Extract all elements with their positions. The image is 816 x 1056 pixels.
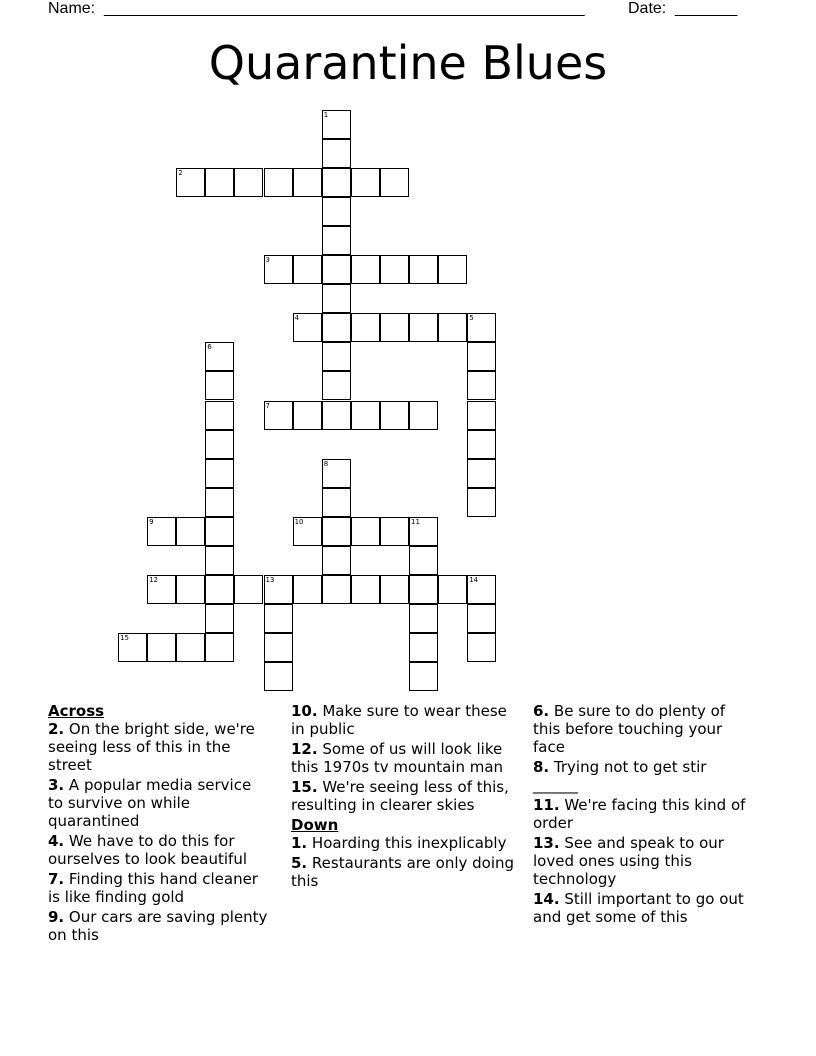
clue-item — [48, 908, 270, 944]
crossword-cell[interactable] — [205, 517, 234, 546]
clue-text: On the bright side, we're seeing less of this in the street — [48, 720, 255, 774]
clue-text: We have to do this for ourselves to look beautiful — [48, 832, 248, 868]
crossword-cell[interactable] — [467, 604, 496, 633]
crossword-cell[interactable] — [409, 662, 438, 691]
clue-number-label: 6. — [533, 702, 550, 720]
clue-item — [48, 720, 270, 774]
crossword-cell[interactable] — [467, 313, 496, 342]
clue-number: 3 — [265, 256, 270, 264]
across-heading: Across — [48, 702, 105, 720]
clue-text: Be sure to do plenty of this before touching your face — [533, 702, 726, 756]
crossword-cell[interactable] — [322, 226, 351, 255]
crossword-cell[interactable] — [264, 168, 293, 197]
clue-text: We're seeing less of this, resulting in clearer skies — [291, 778, 509, 814]
crossword-cell[interactable] — [322, 255, 351, 284]
crossword-cell[interactable] — [205, 546, 234, 575]
clue-item — [533, 834, 753, 888]
crossword-cell[interactable] — [293, 401, 322, 430]
across-clue-list-continued — [291, 702, 519, 814]
clue-number: 2 — [178, 168, 183, 177]
crossword-cell[interactable] — [380, 401, 409, 430]
crossword-cell[interactable] — [409, 633, 438, 662]
crossword-cell[interactable] — [380, 313, 409, 342]
clue-text: See and speak to our loved ones using this technology — [533, 834, 724, 888]
crossword-cell[interactable] — [293, 313, 322, 342]
crossword-cell[interactable] — [205, 371, 234, 400]
crossword-cell[interactable] — [234, 168, 263, 197]
clues-column-2 — [291, 702, 519, 892]
crossword-cell[interactable] — [176, 168, 205, 197]
crossword-cell[interactable] — [380, 255, 409, 284]
crossword-cell[interactable] — [205, 459, 234, 488]
crossword-cell[interactable] — [322, 459, 351, 488]
crossword-cell[interactable] — [351, 401, 380, 430]
crossword-cell[interactable] — [409, 604, 438, 633]
clue-text: Trying not to get stir ______ — [533, 758, 707, 794]
clue-item — [533, 758, 753, 794]
crossword-cell[interactable] — [380, 575, 409, 604]
clue-item — [291, 834, 519, 852]
crossword-cell[interactable] — [467, 633, 496, 662]
crossword-cell[interactable] — [293, 168, 322, 197]
clue-item — [48, 832, 270, 868]
clue-number: 10 — [294, 517, 304, 526]
crossword-cell[interactable] — [264, 604, 293, 633]
crossword-cell[interactable] — [322, 313, 351, 342]
crossword-cell[interactable] — [322, 575, 351, 604]
clue-number: 1 — [323, 110, 329, 119]
clue-text: We're facing this kind of order — [533, 796, 746, 832]
crossword-cell[interactable] — [205, 604, 234, 633]
crossword-cell[interactable] — [205, 633, 234, 662]
crossword-cell[interactable] — [409, 575, 438, 604]
clue-item — [533, 702, 753, 756]
across-clue-list — [48, 720, 270, 944]
clue-text: Our cars are saving plenty on this — [48, 908, 268, 944]
clue-number: 6 — [207, 343, 212, 352]
crossword-cell[interactable] — [409, 255, 438, 284]
crossword-cell[interactable] — [467, 488, 496, 517]
clue-item — [291, 778, 519, 814]
crossword-cell[interactable] — [438, 313, 467, 342]
clue-text: Some of us will look like this 1970s tv mountain man — [291, 740, 504, 776]
clue-number-label: 4. — [48, 832, 65, 850]
clue-number: 11 — [411, 517, 420, 526]
crossword-cell[interactable] — [322, 488, 351, 517]
crossword-cell[interactable] — [205, 488, 234, 517]
crossword-cell[interactable] — [205, 401, 234, 430]
clue-number-label: 9. — [48, 908, 65, 926]
crossword-cell[interactable] — [467, 371, 496, 400]
crossword-cell[interactable] — [467, 459, 496, 488]
crossword-cell[interactable] — [205, 168, 234, 197]
crossword-cell[interactable] — [351, 575, 380, 604]
crossword-cell[interactable] — [409, 313, 438, 342]
clue-text: Hoarding this inexplicably — [307, 834, 507, 852]
clue-number-label: 3. — [48, 776, 65, 794]
crossword-cell[interactable] — [438, 575, 467, 604]
clue-number-label: 1. — [291, 834, 308, 852]
crossword-cell[interactable] — [147, 633, 176, 662]
crossword-cell[interactable] — [351, 168, 380, 197]
page-title: Quarantine Blues — [208, 36, 608, 90]
crossword-cell[interactable] — [409, 517, 438, 546]
clue-number-label: 10. — [291, 702, 318, 720]
clue-number-label: 14. — [533, 890, 560, 908]
clue-number-label: 7. — [48, 870, 65, 888]
crossword-cell[interactable] — [322, 110, 351, 139]
clues-column-3 — [533, 702, 753, 928]
crossword-cell[interactable] — [322, 342, 351, 371]
crossword-cell[interactable] — [322, 401, 351, 430]
clue-text: Make sure to wear these in public — [291, 702, 507, 738]
clue-item — [48, 870, 270, 906]
clue-number: 15 — [120, 634, 129, 643]
crossword-cell[interactable] — [118, 633, 147, 662]
crossword-cell[interactable] — [322, 139, 351, 168]
crossword-cell[interactable] — [293, 517, 322, 546]
clue-number-label: 12. — [291, 740, 318, 758]
crossword-cell[interactable] — [264, 662, 293, 691]
name-field-line[interactable]: ______________________________________________________ — [104, 0, 585, 17]
crossword-cell[interactable] — [351, 517, 380, 546]
clue-number: 5 — [469, 314, 474, 323]
down-clue-list — [291, 834, 519, 890]
clue-number: 12 — [149, 576, 159, 585]
crossword-cell[interactable] — [147, 517, 176, 546]
down-heading: Down — [291, 816, 339, 834]
crossword-cell[interactable] — [264, 401, 293, 430]
crossword-cell[interactable] — [176, 517, 205, 546]
clue-number: 7 — [265, 401, 270, 410]
clue-item — [533, 890, 753, 926]
crossword-cell[interactable] — [322, 517, 351, 546]
crossword-cell[interactable] — [264, 575, 293, 604]
clue-number-label: 5. — [291, 854, 308, 872]
clue-text: Finding this hand cleaner is like finding gold — [48, 870, 258, 906]
crossword-cell[interactable] — [322, 168, 351, 197]
clue-number: 8 — [323, 459, 329, 468]
crossword-cell[interactable] — [264, 255, 293, 284]
crossword-cell[interactable] — [380, 168, 409, 197]
crossword-cell[interactable] — [322, 371, 351, 400]
crossword-cell[interactable] — [438, 255, 467, 284]
clue-item — [291, 854, 519, 890]
crossword-cell[interactable] — [322, 284, 351, 313]
crossword-cell[interactable] — [467, 430, 496, 459]
clue-item — [291, 740, 519, 776]
crossword-cell[interactable] — [176, 575, 205, 604]
crossword-cell[interactable] — [322, 197, 351, 226]
clue-item — [533, 796, 753, 832]
crossword-cell[interactable] — [293, 575, 322, 604]
date-label: Date: — [628, 0, 667, 17]
crossword-cell[interactable] — [205, 575, 234, 604]
crossword-cell[interactable] — [467, 575, 496, 604]
clue-number-label: 13. — [533, 834, 560, 852]
down-clue-list-continued — [533, 702, 753, 926]
clue-number-label: 2. — [48, 720, 65, 738]
crossword-cell[interactable] — [176, 633, 205, 662]
crossword-cell[interactable] — [467, 401, 496, 430]
crossword-cell[interactable] — [293, 255, 322, 284]
clue-number: 9 — [149, 517, 154, 526]
clue-number-label: 8. — [533, 758, 550, 776]
clue-item — [291, 702, 519, 738]
clues-column-1 — [48, 702, 270, 946]
crossword-cell[interactable] — [147, 575, 176, 604]
clue-text: Still important to go out and get some of this — [533, 890, 744, 926]
clue-number-label: 15. — [291, 778, 318, 796]
clue-number: 14 — [469, 576, 479, 585]
name-label: Name: — [48, 0, 96, 17]
date-field-line[interactable]: _______ — [675, 0, 738, 17]
clue-number-label: 11. — [533, 796, 560, 814]
clue-text: A popular media service to survive on while quarantined — [48, 776, 252, 830]
crossword-cell[interactable] — [205, 430, 234, 459]
crossword-cell[interactable] — [351, 313, 380, 342]
crossword-cell[interactable] — [467, 342, 496, 371]
crossword-cell[interactable] — [205, 342, 234, 371]
clue-item — [48, 776, 270, 830]
crossword-cell[interactable] — [234, 575, 263, 604]
crossword-cell[interactable] — [409, 401, 438, 430]
crossword-cell[interactable] — [351, 255, 380, 284]
clue-number: 13 — [265, 576, 275, 585]
crossword-cell[interactable] — [380, 517, 409, 546]
clue-number: 4 — [294, 314, 300, 323]
crossword-cell[interactable] — [264, 633, 293, 662]
clue-text: Restaurants are only doing this — [291, 854, 515, 890]
crossword-cell[interactable] — [409, 546, 438, 575]
crossword-cell[interactable] — [322, 546, 351, 575]
